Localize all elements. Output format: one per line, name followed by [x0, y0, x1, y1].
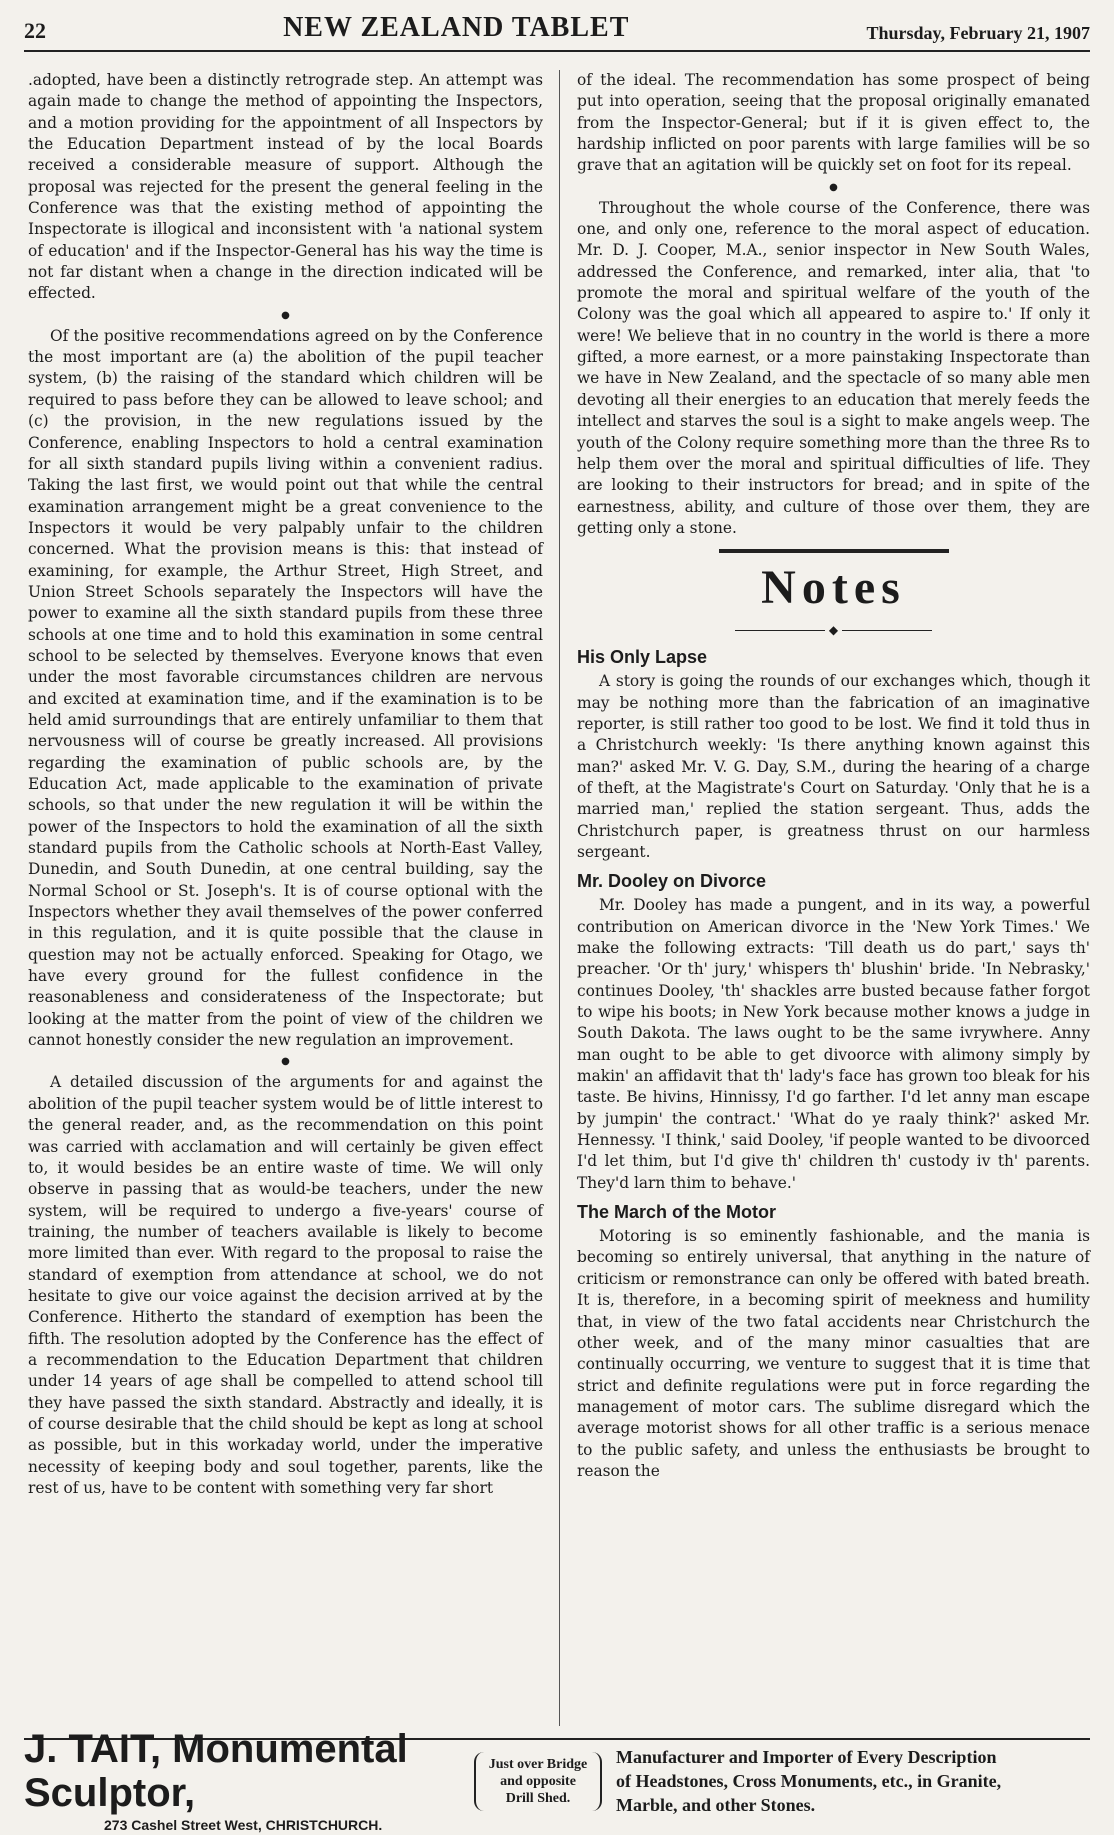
section-text: A story is going the rounds of our exchanges which, though it may be nothing more than the fabrication of an imaginative reporter, is still rather too good to be lost. We find it told thus in a Christchurch weekly: 'Is there anything known against this man?' asked Mr. V. G. Day, S.M., during the hearing of a charge of theft, at the Magistrate's Court on Saturday. 'Only that he is a married man,' replied the station sergeant. Thus, adds the Christchurch paper, is greatness thrust on our harmless sergeant.: [577, 672, 1090, 861]
article-paragraph: of the ideal. The recommendation has some prospect of being put into operation, seeing that the proposal originally emanated from the Inspector-General; but if it is given effect to, the hardship inflicted on poor parents with large families will be so grave that an agitation will be quickly set on foot for its repeal.: [577, 71, 1090, 175]
ornament-rule: ◆: [577, 623, 1090, 643]
section-text: Motoring is so eminently fashionable, and the mania is becoming so entirely universal, that anything in the nature of criticism or remonstrance can only be offered with bated breath. It is, therefore, in a becoming spirit of meekness and humility that, in view of the two fatal accidents near Christchurch the other week, and of the many minor casualties that are continually occurring, we venture to suggest that it is time that strict and definite regulations were put in force regarding the management of motor cars. The sublime disregard which the average motorist shows for all other traffic is a serious menace to the public safety, and unless the enthusiasts be brought to reason the: [577, 1227, 1090, 1480]
issue-date: Thursday, February 21, 1907: [866, 23, 1090, 43]
advertiser-location: Just over Bridge and opposite Drill Shed.: [474, 1752, 602, 1811]
page-number: 22: [24, 18, 46, 43]
advertisement: [24, 1727, 1090, 1833]
article-paragraph: A detailed discussion of the arguments for and against the abolition of the pupil teacher system would be of little interest to the general reader, and, as the recommendation on this point was carried with acclamation and will certainly be given effect to, it would besides be an entire waste of time. We will only observe in passing that as would-be teachers, under the new system, will be required to undergo a five-years' course of training, the number of teachers available is likely to become more limited than ever. With regard to the proposal to raise the standard of exemption from attendance at school, we do not hesitate to give our voice against the decision arrived at by the Conference. Hitherto the standard of exemption has been the fifth. The resolution adopted by the Conference has the effect of a recommendation to the Education Department that children under 14 years of age shall be compelled to attend school till they have passed the sixth standard. Abstractly and ideally, it is of course desirable that the child should be kept as long at school as possible, but in this workaday world, under the imperative necessity of keeping body and soul together, parents, like the rest of us, have to be content with something very far short: [28, 1073, 543, 1497]
section-heading: His Only Lapse: [577, 647, 708, 668]
advertiser-address: 273 Cashel Street West, CHRISTCHURCH.: [104, 1817, 383, 1833]
left-column: [28, 70, 543, 1499]
advertiser-block: [24, 1727, 474, 1835]
right-column: [577, 70, 1090, 1482]
section-text: Mr. Dooley has made a pungent, and in its way, a powerful contribution on American divorce in the 'New York Times.' We make the following extracts: 'Till death us do part,' says th' preacher. 'Or th' jury,' whispers th' blushin' bride. 'In Nebrasky,' continues Dooley, 'th' shackles arre busted because father forgot to wipe his boots; in New York because mother knows a judge in South Dakota. The laws ought to be the same ivrywhere. Anny man ought to be able to get divoorce with alimony simply by makin' an affidavit that th' lady's face has grown too bleak for his taste. Be hivins, Hinnissy, I'd go farther. I'd let anny man escape by jumpin' the contract.' 'What do ye raaly think?' asked Mr. Hennessy. 'I think,' said Dooley, 'if people wanted to be divoorced I'd let thim, but I'd give th' children th' custody iv th' parents. They'd larn thim to behave.': [577, 896, 1090, 1192]
article-paragraph: Of the positive recommendations agreed on by the Conference the most important are (a) the abolition of the pupil teacher system, (b) the raising of the standard which children will be required to pass before they can be allowed to leave school; and (c) the provision, in the new regulations issued by the Conference, enabling Inspectors to hold a central examination for all sixth standard pupils living within a convenient radius. Taking the last first, we would point out that while the central examination arrangement might be a great convenience to the Inspectors it would be very palpably unfair to the children concerned. What the provision means is this: that instead of examining, for example, the Arthur Street, High Street, and Union Street Schools separately the Inspectors will have the power to examine all the sixth standard pupils from these three schools at one time and to hold this examination in some central school to be selected by themselves. Everyone knows that even under the most favorable circumstances children are nervous and excited at examination time, and if the examination is to be held amid surroundings that are entirely unfamiliar to them that nervousness will of course be greatly increased. All provisions regarding the examination of public schools are, by the Education Act, made applicable to the examination of private schools, so that under the new regulation it will be within the power of the Inspectors to hold the examination of all the sixth standard pupils from the Catholic schools at North-East Valley, Dunedin, and South Dunedin, at one central building, say the Normal School or St. Joseph's. It is of course optional with the Inspectors whether they avail themselves of the power conferred in this regulation, and it is quite possible that the clause in question may not be actually enforced. Speaking for Otago, we have every ground for the fullest confidence in the reasonableness and considerateness of the Inspectorate; but looking at the matter from the point of view of the children we cannot honestly consider the new regulation an improvement.: [28, 326, 543, 1050]
column-divider: [559, 70, 560, 1726]
advertiser-name: J. TAIT, Monumental Sculptor,: [24, 1727, 408, 1815]
newspaper-title: NEW ZEALAND TABLET: [283, 12, 630, 43]
paragraph-separator: ●: [829, 181, 838, 193]
section-heading: The March of the Motor: [577, 1202, 776, 1223]
article-paragraph: Throughout the whole course of the Conference, there was one, and only one, reference to the moral aspect of education. Mr. D. J. Cooper, M.A., senior inspector in New South Wales, addressed the Conference, and remarked, inter alia, that 'to promote the moral and spiritual welfare of the youth of the Colony was the goal which all appeared to aspire to.' If only it were! We believe that in no country in the world is there a more gifted, a more earnest, or a more painstaking Inspectorate than we have in New Zealand, and the spectacle of so many able men devoting all their energies to an education that merely feeds the intellect and starves the soul is a sight to make angels weep. The youth of the Colony require something more than the three Rs to help them over the moral and spiritual difficulties of life. They are looking to their instructors for bread; and in spite of the earnestness, ability, and culture of those over them, they are getting only a stone.: [577, 198, 1090, 537]
advertiser-description: Manufacturer and Importer of Every Description of Headstones, Cross Monuments, etc., in Granite, Marble, and other Stones.: [616, 1747, 1002, 1815]
header-rule: [24, 50, 1090, 52]
paragraph-separator: ●: [281, 309, 290, 321]
article-paragraph: .adopted, have been a distinctly retrograde step. An attempt was again made to change the method of appointing the Inspectors, and a motion providing for the appointment of all Inspectors by the Education Department instead of by the local Boards received a considerable measure of support. Although the proposal was rejected for the present the general feeling in the Conference was that the existing method of appointing the Inspectorate is illogical and inconsistent with 'a national system of education' and if the Inspector-General has his way the time is not far distant when a change in the direction indicated will be effected.: [28, 71, 543, 303]
section-heading: Mr. Dooley on Divorce: [577, 871, 767, 892]
paragraph-separator: ●: [281, 1056, 290, 1068]
masthead: [24, 10, 1090, 44]
notes-title: Notes: [761, 561, 906, 615]
